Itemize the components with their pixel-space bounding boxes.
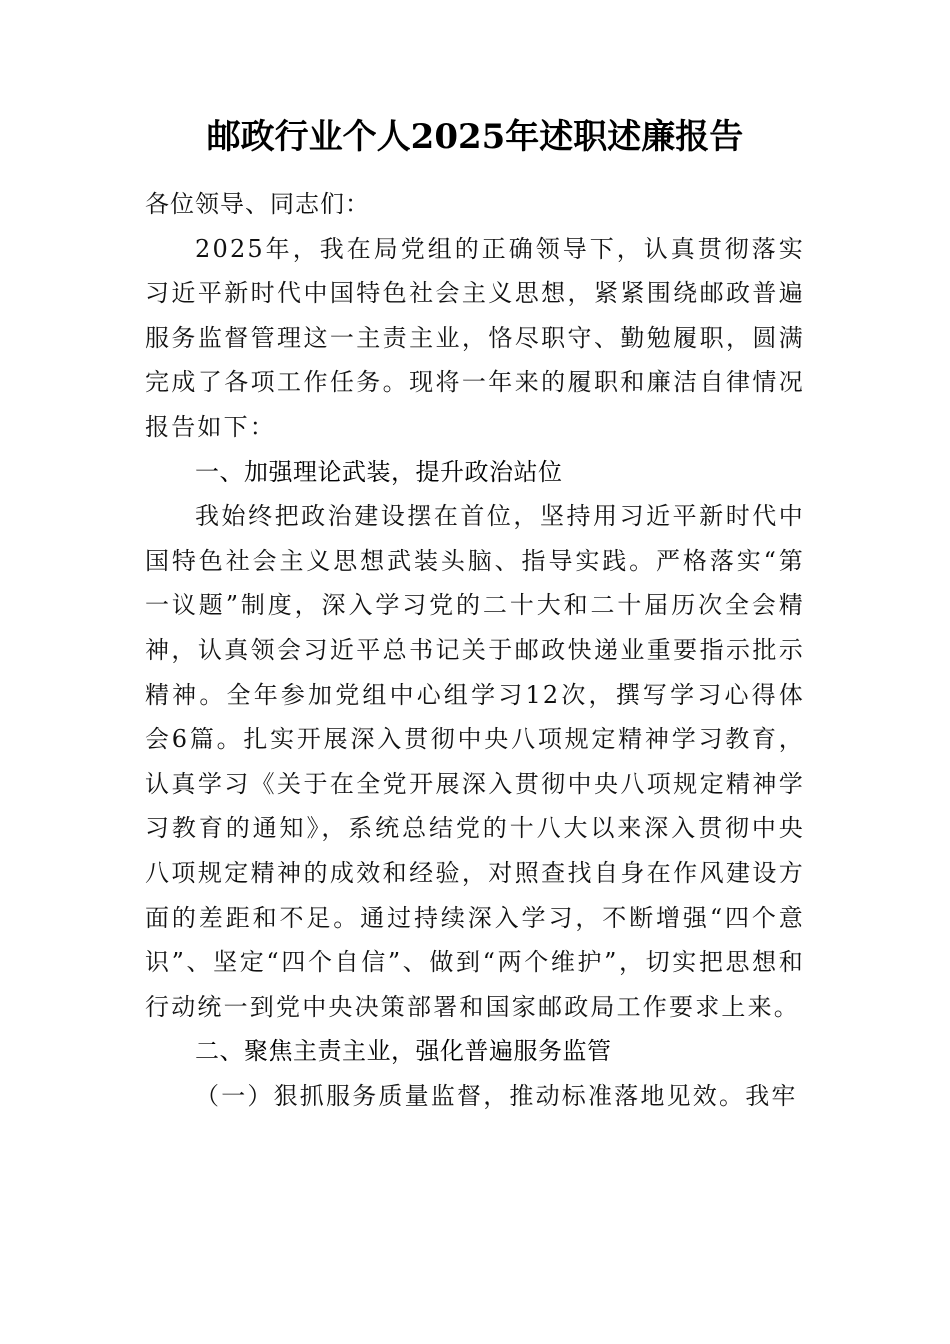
section-2-sub-1-paragraph: （一）狠抓服务质量监督，推动标准落地见效。我牢 bbox=[195, 1081, 798, 1110]
salutation: 各位领导、同志们： bbox=[145, 190, 370, 218]
section-1-heading: 一、加强理论武装，提升政治站位 bbox=[195, 457, 563, 486]
intro-paragraph: 2025年，我在局党组的正确领导下，认真贯彻落实习近平新时代中国特色社会主义思想，紧紧围绕邮政普遍服务监督管理这一主责主业，恪尽职守、勤勉履职，圆满完成了各项工作任务。现将一年来的履职和廉洁自律情况报告如下： bbox=[145, 234, 805, 441]
section-2-heading: 二、聚焦主责主业，强化普遍服务监管 bbox=[195, 1037, 612, 1066]
section-1-paragraph: 我始终把政治建设摆在首位，坚持用习近平新时代中国特色社会主义思想武装头脑、指导实践。严格落实“第一议题”制度，深入学习党的二十大和二十届历次全会精神，认真领会习近平总书记关于邮政快递业重要指示批示精神。全年参加党组中心组学习12次，撰写学习心得体会6篇。扎实开展深入贯彻中央八项规定精神学习教育，认真学习《关于在全党开展深入贯彻中央八项规定精神学习教育的通知》，系统总结党的十八大以来深入贯彻中央八项规定精神的成效和经验，对照查找自身在作风建设方面的差距和不足。通过持续深入学习，不断增强“四个意识”、坚定“四个自信”、做到“两个维护”，切实把思想和行动统一到党中央决策部署和国家邮政局工作要求上来。 bbox=[145, 502, 805, 1021]
document-title: 邮政行业个人2025年述职述廉报告 bbox=[206, 117, 744, 157]
document-body bbox=[145, 182, 805, 1118]
